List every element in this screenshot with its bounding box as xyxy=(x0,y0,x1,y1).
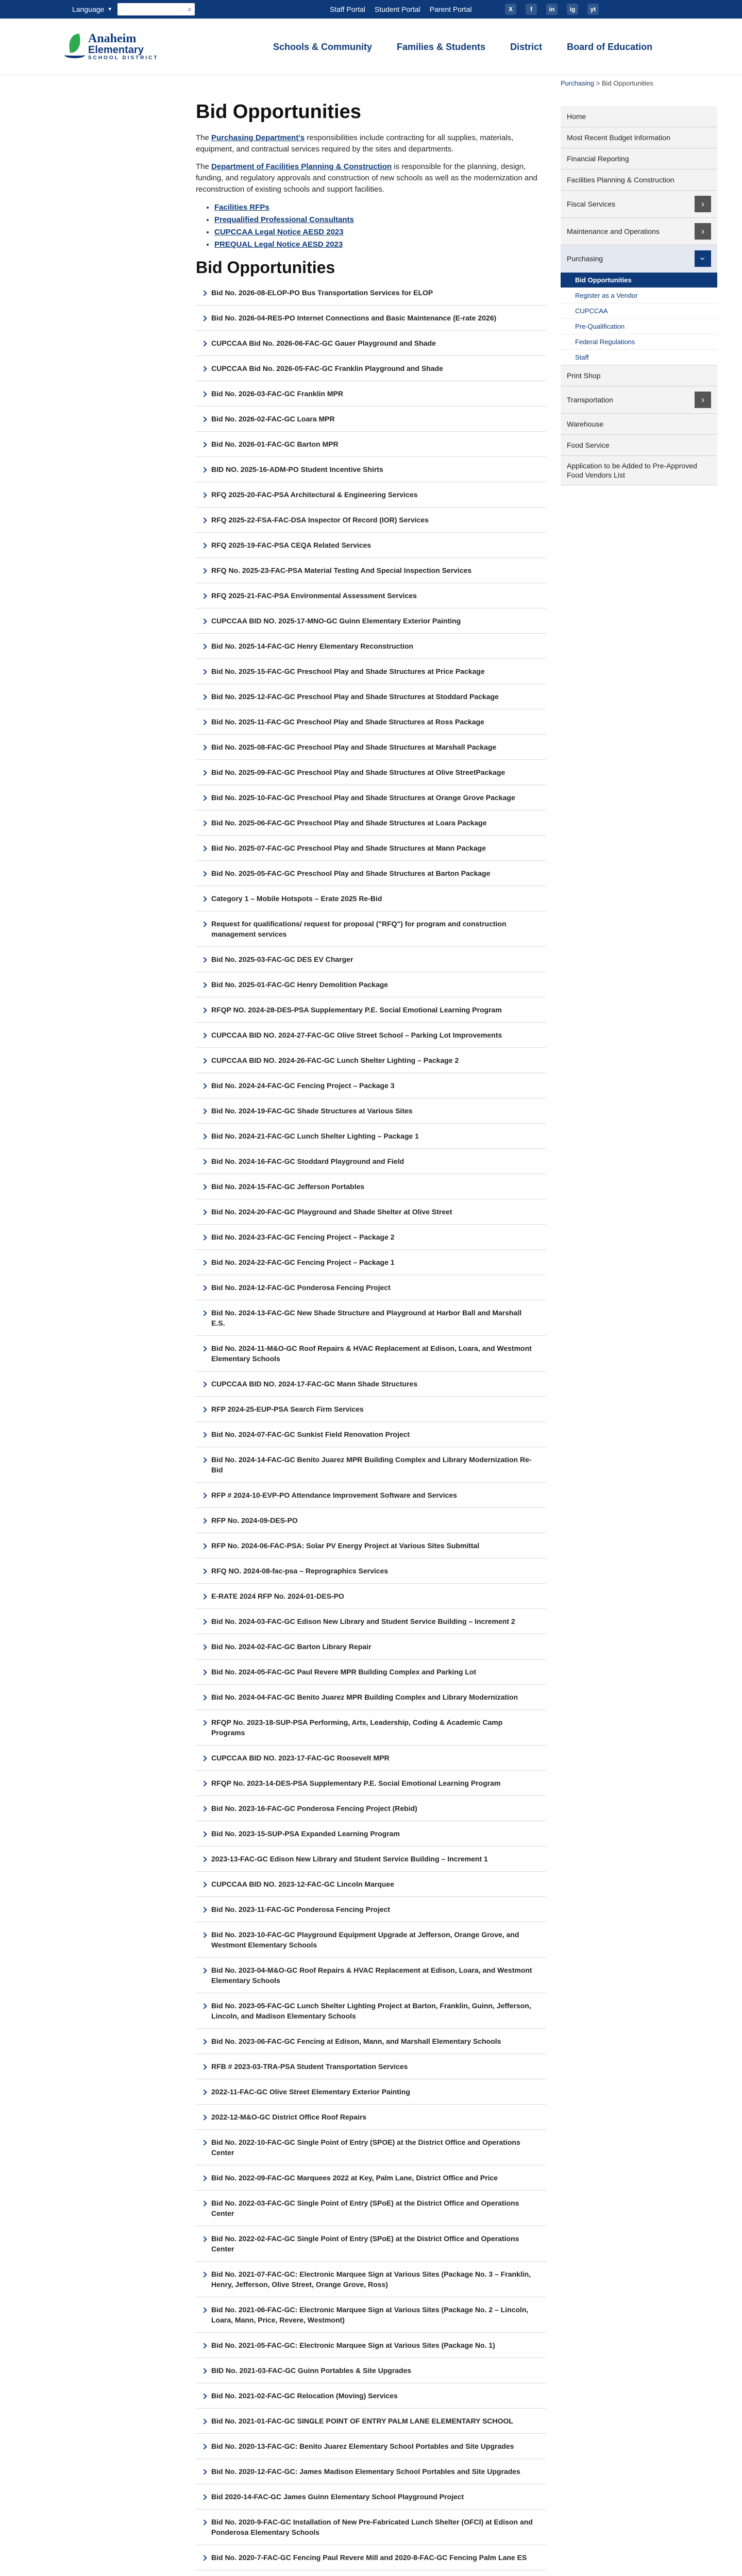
bid-list xyxy=(196,280,546,2576)
bid-list-item[interactable]: Bid No. 2021-07-FAC-GC: Electronic Marquee Sign at Various Sites (Package No. 3 – Franklin, Henry, Jefferson, Olive Street, Orange Grove, Ross) xyxy=(196,2262,546,2297)
bid-list-item[interactable]: Bid No. 2021-01-FAC-GC SINGLE POINT OF ENTRY PALM LANE ELEMENTARY SCHOOL xyxy=(196,2409,546,2434)
bid-list-item[interactable]: RFQ 2025-21-FAC-PSA Environmental Assessment Services xyxy=(196,583,546,608)
bid-list-item[interactable]: Bid No. 2022-03-FAC-GC Single Point of Entry (SPoE) at the District Office and Operations Center xyxy=(196,2191,546,2226)
sidebar-item-label: Home xyxy=(567,112,586,121)
bid-list-item[interactable]: 2022-12-M&O-GC District Office Roof Repairs xyxy=(196,2105,546,2130)
list-item xyxy=(214,214,546,226)
sidebar-list-item xyxy=(561,148,717,170)
bid-list-item[interactable]: Bid No. 2024-13-FAC-GC New Shade Structure and Playground at Harbor Ball and Marshall E.S. xyxy=(196,1300,546,1336)
social-links xyxy=(505,4,599,15)
bid-list-item[interactable]: CUPCCAA Bid No. 2026-06-FAC-GC Gauer Playground and Shade xyxy=(196,331,546,356)
bid-list-item[interactable]: Bid No. 2023-06-FAC-GC Fencing at Edison, Mann, and Marshall Elementary Schools xyxy=(196,2029,546,2054)
site-header xyxy=(0,19,742,75)
bid-list-item[interactable]: Bid No. 2025-07-FAC-GC Preschool Play and Shade Structures at Mann Package xyxy=(196,836,546,861)
list-item xyxy=(214,239,546,251)
search-input[interactable] xyxy=(117,3,195,15)
subnav-item[interactable]: Staff xyxy=(561,349,717,365)
bid-list-item[interactable]: Bid No. 2025-15-FAC-GC Preschool Play and Shade Structures at Price Package xyxy=(196,659,546,684)
bid-list-item[interactable]: Bid No. 2024-24-FAC-GC Fencing Project – Package 3 xyxy=(196,1073,546,1098)
bid-list-item[interactable]: Bid No. 2023-05-FAC-GC Lunch Shelter Lighting Project at Barton, Franklin, Guinn, Jefferson, Lincoln, and Madison Elementary Schools xyxy=(196,1993,546,2029)
bid-list-item[interactable]: Bid No. 2025-10-FAC-GC Preschool Play and Shade Structures at Orange Grove Package xyxy=(196,785,546,810)
bid-list-item[interactable]: RFP No. 2024-06-FAC-PSA: Solar PV Energy Project at Various Sites Submittal xyxy=(196,1533,546,1558)
language-selector[interactable] xyxy=(72,5,112,13)
bid-list-item[interactable]: Bid 2020-14-FAC-GC James Guinn Elementary School Playground Project xyxy=(196,2484,546,2510)
sidebar-list-item xyxy=(561,106,717,127)
bid-list-item[interactable]: Bid No. 2025-06-FAC-GC Preschool Play and Shade Structures at Loara Package xyxy=(196,810,546,836)
sidebar-item-label: Financial Reporting xyxy=(567,155,629,163)
nav-district[interactable]: District xyxy=(510,41,543,52)
purchasing-department-link[interactable]: Purchasing Department's xyxy=(211,133,305,142)
logo-line-1: Anaheim xyxy=(88,32,137,45)
bid-list-item[interactable]: Bid No. 2023-11-FAC-GC Ponderosa Fencing Project xyxy=(196,1897,546,1922)
sidebar-item[interactable] xyxy=(561,435,717,455)
bid-list-item[interactable]: Bid No. 2021-06-FAC-GC: Electronic Marquee Sign at Various Sites (Package No. 2 – Lincoln, Loara, Mann, Price, Revere, Westmont) xyxy=(196,2297,546,2333)
main-content xyxy=(196,75,546,2576)
sidebar-item-label: Fiscal Services xyxy=(567,200,616,208)
subnav-item[interactable]: Register as a Vendor xyxy=(561,287,717,303)
utility-bar xyxy=(0,0,742,19)
purchasing-subnav xyxy=(561,272,717,365)
bid-list-item[interactable]: Bid No. 2026-02-FAC-GC Loara MPR xyxy=(196,406,546,432)
bid-list-item[interactable]: Bid No. 2024-16-FAC-GC Stoddard Playground and Field xyxy=(196,1149,546,1174)
list-item xyxy=(214,226,546,239)
bid-list-item[interactable]: BID NO. 2025-16-ADM-PO Student Incentive Shirts xyxy=(196,457,546,482)
bid-list-item[interactable] xyxy=(196,2570,546,2576)
bid-list-item[interactable]: Bid No. 2024-22-FAC-GC Fencing Project – Package 1 xyxy=(196,1250,546,1275)
language-label: Language xyxy=(72,5,105,13)
bid-list-item[interactable]: Bid No. 2024-19-FAC-GC Shade Structures at Various Sites xyxy=(196,1098,546,1124)
chevron-right-icon[interactable]: › xyxy=(695,223,711,240)
prequal-legal-notice-link[interactable]: PREQUAL Legal Notice AESD 2023 xyxy=(214,240,343,249)
bid-list-item[interactable]: Bid No. 2025-01-FAC-GC Henry Demolition Package xyxy=(196,972,546,997)
cupccaa-legal-notice-link[interactable]: CUPCCAA Legal Notice AESD 2023 xyxy=(214,228,344,236)
bid-list-item[interactable]: RFP 2024-25-EUP-PSA Search Firm Services xyxy=(196,1397,546,1422)
prequalified-consultants-link[interactable]: Prequalified Professional Consultants xyxy=(214,215,354,224)
bid-list-item[interactable]: RFQ 2025-22-FSA-FAC-DSA Inspector Of Record (IOR) Services xyxy=(196,507,546,533)
subnav-item[interactable]: CUPCCAA xyxy=(561,303,717,318)
sidebar-item-label: Facilities Planning & Construction xyxy=(567,176,674,184)
chevron-down-icon: ▼ xyxy=(107,6,113,12)
nav-board-of-education[interactable]: Board of Education xyxy=(567,41,653,52)
bid-list-item[interactable]: Bid No. 2025-11-FAC-GC Preschool Play and Shade Structures at Ross Package xyxy=(196,709,546,735)
sidebar-list-item xyxy=(561,435,717,456)
sidebar-list-item xyxy=(561,170,717,191)
bid-list-item[interactable]: Bid No. 2020-12-FAC-GC: James Madison Elementary School Portables and Site Upgrades xyxy=(196,2459,546,2484)
sidebar-item-label: Food Service xyxy=(567,441,610,449)
logo-line-3: SCHOOL DISTRICT xyxy=(88,55,159,61)
bid-list-item[interactable]: CUPCCAA BID NO. 2024-26-FAC-GC Lunch Shelter Lighting – Package 2 xyxy=(196,1048,546,1073)
sidebar-item[interactable] xyxy=(561,127,717,148)
facilities-department-link[interactable]: Department of Facilities Planning & Construction xyxy=(211,162,392,171)
facilities-rfps-link[interactable]: Facilities RFPs xyxy=(214,203,269,212)
intro-paragraph-purchasing: The Purchasing Department's responsibilities include contracting for all supplies, materials, equipment, and contractual services required by the sites and departments. xyxy=(196,133,514,154)
logo-line-2: Elementary xyxy=(88,44,144,56)
search-icon[interactable]: ⌕ xyxy=(188,5,192,13)
chevron-down-icon[interactable]: › xyxy=(695,250,711,267)
student-portal-link[interactable]: Student Portal xyxy=(375,5,420,13)
bid-list-item[interactable]: Bid No. 2020-9-FAC-GC Installation of New Pre-Fabricated Lunch Shelter (OFCI) at Edison and Ponderosa Elementary Schools xyxy=(196,2510,546,2545)
bid-list-item[interactable]: Bid No. 2024-05-FAC-GC Paul Revere MPR Building Complex and Parking Lot xyxy=(196,1659,546,1685)
subnav-item[interactable]: Pre-Qualification xyxy=(561,318,717,334)
subnav-item[interactable]: Bid Opportunities xyxy=(561,272,717,287)
bid-list-item[interactable]: Bid No. 2024-03-FAC-GC Edison New Library and Student Service Building – Increment 2 xyxy=(196,1609,546,1634)
bid-list-item[interactable]: Bid No. 2024-11-M&O-GC Roof Repairs & HVAC Replacement at Edison, Loara, and Westmont Elementary Schools xyxy=(196,1336,546,1371)
subnav-item[interactable]: Federal Regulations xyxy=(561,334,717,349)
bid-list-item[interactable]: CUPCCAA Bid No. 2026-05-FAC-GC Franklin Playground and Shade xyxy=(196,356,546,381)
chevron-right-icon[interactable]: › xyxy=(695,392,711,408)
parent-portal-link[interactable]: Parent Portal xyxy=(429,5,472,13)
bid-list-item[interactable]: CUPCCAA BID NO. 2023-12-FAC-GC Lincoln Marquee xyxy=(196,1872,546,1897)
bid-list-item[interactable]: Bid No. 2024-04-FAC-GC Benito Juarez MPR Building Complex and Library Modernization xyxy=(196,1685,546,1710)
bid-list-item[interactable]: Bid No. 2024-14-FAC-GC Benito Juarez MPR Building Complex and Library Modernization Re-Bid xyxy=(196,1447,546,1483)
bid-list-item[interactable]: CUPCCAA BID NO. 2023-17-FAC-GC Roosevelt MPR xyxy=(196,1745,546,1771)
sidebar-item[interactable] xyxy=(561,414,717,434)
bid-list-item[interactable]: Bid No. 2023-15-SUP-PSA Expanded Learning Program xyxy=(196,1821,546,1846)
youtube-icon[interactable]: yt xyxy=(587,4,599,15)
staff-portal-link[interactable]: Staff Portal xyxy=(330,5,366,13)
sidebar-item[interactable] xyxy=(561,365,717,386)
bid-list-item[interactable]: RFQ NO. 2024-08-fac-psa – Reprographics Services xyxy=(196,1558,546,1584)
bid-list-item[interactable]: Bid No. 2023-04-M&O-GC Roof Repairs & HVAC Replacement at Edison, Loara, and Westmont Elementary Schools xyxy=(196,1958,546,1993)
list-item xyxy=(214,201,546,214)
bid-list-item[interactable]: Bid No. 2024-21-FAC-GC Lunch Shelter Lighting – Package 1 xyxy=(196,1124,546,1149)
sidebar-list-item xyxy=(561,218,717,245)
bid-list-item[interactable]: RFQP No. 2023-18-SUP-PSA Performing, Arts, Leadership, Coding & Academic Camp Programs xyxy=(196,1710,546,1745)
bid-list-item[interactable]: Bid No. 2021-05-FAC-GC: Electronic Marquee Sign at Various Sites (Package No. 1) xyxy=(196,2333,546,2358)
bid-list-item[interactable]: Bid No. 2026-08-ELOP-PO Bus Transportation Services for ELOP xyxy=(196,280,546,306)
page-body xyxy=(0,75,742,2576)
bid-list-item[interactable]: Category 1 – Mobile Hotspots – Erate 2025 Re-Bid xyxy=(196,886,546,911)
bid-list-item[interactable]: Bid No. 2021-02-FAC-GC Relocation (Moving) Services xyxy=(196,2383,546,2409)
bid-list-item[interactable]: Bid No. 2022-10-FAC-GC Single Point of Entry (SPOE) at the District Office and Operations Center xyxy=(196,2130,546,2165)
sidebar-list-item xyxy=(561,127,717,148)
sidebar-item[interactable] xyxy=(561,191,717,217)
sidebar-item-label: Warehouse xyxy=(567,420,604,428)
resource-links xyxy=(214,201,546,251)
bid-list-item[interactable]: CUPCCAA BID NO. 2024-17-FAC-GC Mann Shade Structures xyxy=(196,1371,546,1397)
bid-list-item[interactable]: Bid No. 2025-03-FAC-GC DES EV Charger xyxy=(196,947,546,972)
bid-list-item[interactable]: Bid No. 2024-23-FAC-GC Fencing Project – Package 2 xyxy=(196,1225,546,1250)
bid-list-item[interactable]: Bid No. 2024-20-FAC-GC Playground and Shade Shelter at Olive Street xyxy=(196,1199,546,1225)
bid-list-item[interactable]: E-RATE 2024 RFP No. 2024-01-DES-PO xyxy=(196,1584,546,1609)
sidebar-list-item xyxy=(561,414,717,435)
sidebar-list-item xyxy=(561,456,717,485)
sidebar-item-label: Most Recent Budget Information xyxy=(567,133,670,142)
sidebar-item[interactable] xyxy=(561,386,717,413)
bid-list-item[interactable]: BID No. 2021-03-FAC-GC Guinn Portables & Site Upgrades xyxy=(196,2358,546,2383)
sidebar-item-label: Purchasing xyxy=(567,255,603,263)
main-navigation xyxy=(273,19,652,75)
bid-list-item[interactable]: CUPCCAA BID NO. 2025-17-MNO-GC Guinn Elementary Exterior Painting xyxy=(196,608,546,634)
x-twitter-icon[interactable]: X xyxy=(505,4,516,15)
sidebar-item[interactable] xyxy=(561,456,717,485)
bid-list-item[interactable]: RFQP NO. 2024-28-DES-PSA Supplementary P.E. Social Emotional Learning Program xyxy=(196,997,546,1023)
bid-list-item[interactable]: Bid No. 2020-7-FAC-GC Fencing Paul Revere Mill and 2020-8-FAC-GC Fencing Palm Lane ES xyxy=(196,2545,546,2570)
portal-links xyxy=(330,5,471,13)
bid-list-item[interactable]: Bid No. 2023-16-FAC-GC Ponderosa Fencing Project (Rebid) xyxy=(196,1796,546,1821)
bid-list-item[interactable]: Bid No. 2025-12-FAC-GC Preschool Play and Shade Structures at Stoddard Package xyxy=(196,684,546,709)
intro-paragraph-facilities: The Department of Facilities Planning & Construction is responsible for the planning, design, funding, and regulatory approvals and construction of new schools as well as the modernization and reconstruction of existing schools and support facilities. xyxy=(196,162,537,194)
bid-list-item[interactable]: Bid No. 2026-04-RES-PO Internet Connections and Basic Maintenance (E-rate 2026) xyxy=(196,306,546,331)
page-title: Bid Opportunities xyxy=(196,101,361,123)
bid-list-item[interactable]: Bid No. 2026-03-FAC-GC Franklin MPR xyxy=(196,381,546,406)
bid-list-item[interactable]: Bid No. 2025-14-FAC-GC Henry Elementary Reconstruction xyxy=(196,634,546,659)
sidebar-list-item xyxy=(561,386,717,414)
sidebar xyxy=(561,75,717,485)
linkedin-icon[interactable]: in xyxy=(546,4,558,15)
sidebar-item-label: Print Shop xyxy=(567,371,601,380)
sidebar-item-label: Maintenance and Operations xyxy=(567,227,660,235)
sidebar-item[interactable] xyxy=(561,218,717,245)
sidebar-navigation xyxy=(561,106,717,485)
bid-list-item[interactable]: CUPCCAA BID NO. 2024-27-FAC-GC Olive Street School – Parking Lot Improvements xyxy=(196,1023,546,1048)
bid-list-item[interactable]: Bid No. 2022-02-FAC-GC Single Point of Entry (SPoE) at the District Office and Operations Center xyxy=(196,2226,546,2262)
bid-list-item[interactable]: Bid No. 2024-12-FAC-GC Ponderosa Fencing Project xyxy=(196,1275,546,1300)
nav-families-students[interactable]: Families & Students xyxy=(397,41,486,52)
section-title: Bid Opportunities xyxy=(196,258,335,277)
bid-list-item[interactable]: 2022-11-FAC-GC Olive Street Elementary Exterior Painting xyxy=(196,2079,546,2105)
bid-list-item[interactable]: Bid No. 2025-09-FAC-GC Preschool Play and Shade Structures at Olive StreetPackage xyxy=(196,760,546,785)
leaf-logo-icon xyxy=(64,32,85,61)
nav-schools-community[interactable]: Schools & Community xyxy=(273,41,373,52)
bid-list-item[interactable]: RFQ No. 2025-23-FAC-PSA Material Testing And Special Inspection Services xyxy=(196,558,546,583)
bid-list-item[interactable]: RFB # 2023-03-TRA-PSA Student Transportation Services xyxy=(196,2054,546,2079)
breadcrumb-separator: > xyxy=(596,79,600,87)
bid-list-item[interactable]: Bid No. 2026-01-FAC-GC Barton MPR xyxy=(196,432,546,457)
sidebar-item[interactable] xyxy=(561,106,717,127)
bid-list-item[interactable]: Bid No. 2025-05-FAC-GC Preschool Play and Shade Structures at Barton Package xyxy=(196,861,546,886)
bid-list-item[interactable]: RFQ 2025-19-FAC-PSA CEQA Related Services xyxy=(196,533,546,558)
sidebar-item-label: Application to be Added to Pre-Approved Food Vendors List xyxy=(567,462,697,479)
bid-list-item[interactable]: Bid No. 2022-09-FAC-GC Marquees 2022 at Key, Palm Lane, District Office and Price xyxy=(196,2165,546,2191)
instagram-icon[interactable]: ig xyxy=(567,4,578,15)
chevron-right-icon[interactable]: › xyxy=(695,196,711,212)
bid-list-item[interactable]: 2023-13-FAC-GC Edison New Library and Student Service Building – Increment 1 xyxy=(196,1846,546,1872)
sidebar-list-item xyxy=(561,191,717,218)
bid-list-item[interactable]: RFQP No. 2023-14-DES-PSA Supplementary P.E. Social Emotional Learning Program xyxy=(196,1771,546,1796)
sidebar-list-item xyxy=(561,245,717,365)
bid-list-item[interactable]: Bid No. 2025-08-FAC-GC Preschool Play and Shade Structures at Marshall Package xyxy=(196,735,546,760)
bid-list-item[interactable]: Bid No. 2024-07-FAC-GC Sunkist Field Renovation Project xyxy=(196,1422,546,1447)
sidebar-item[interactable] xyxy=(561,148,717,169)
bid-list-item[interactable]: RFQ 2025-20-FAC-PSA Architectural & Engineering Services xyxy=(196,482,546,507)
district-logo[interactable] xyxy=(64,32,158,61)
bid-list-item[interactable]: Bid No. 2024-02-FAC-GC Barton Library Repair xyxy=(196,1634,546,1659)
bid-list-item[interactable]: Request for qualifications/ request for proposal ("RFQ") for program and construction management services xyxy=(196,911,546,947)
sidebar-list-item xyxy=(561,365,717,386)
facebook-icon[interactable]: f xyxy=(526,4,537,15)
bid-list-item[interactable]: RFP # 2024-10-EVP-PO Attendance Improvement Software and Services xyxy=(196,1483,546,1508)
sidebar-item-label: Transportation xyxy=(567,396,613,404)
sidebar-item[interactable] xyxy=(561,245,717,272)
bid-list-item[interactable]: Bid No. 2024-15-FAC-GC Jefferson Portables xyxy=(196,1174,546,1199)
sidebar-item[interactable] xyxy=(561,170,717,190)
breadcrumb-purchasing[interactable]: Purchasing xyxy=(561,79,595,87)
breadcrumb-current: Bid Opportunities xyxy=(601,79,653,87)
bid-list-item[interactable]: Bid No. 2020-13-FAC-GC: Benito Juarez Elementary School Portables and Site Upgrades xyxy=(196,2434,546,2459)
bid-list-item[interactable]: Bid No. 2023-10-FAC-GC Playground Equipment Upgrade at Jefferson, Orange Grove, and Westmont Elementary Schools xyxy=(196,1922,546,1958)
bid-list-item[interactable]: RFP No. 2024-09-DES-PO xyxy=(196,1508,546,1533)
